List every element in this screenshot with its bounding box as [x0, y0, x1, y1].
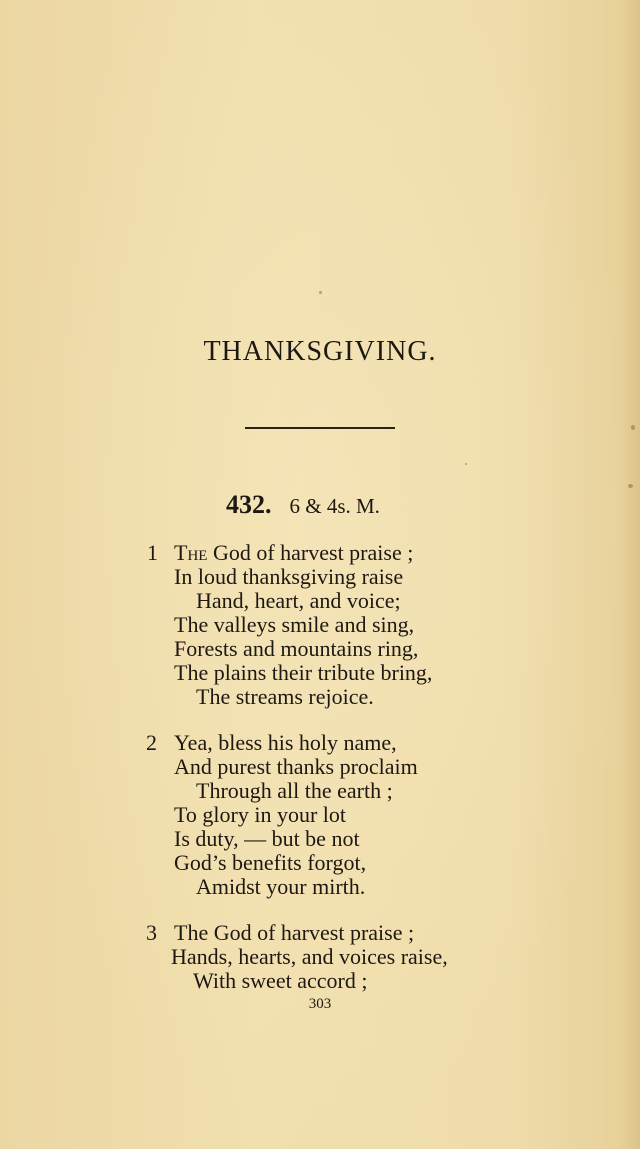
first-line-rest: God of harvest praise ;	[207, 540, 414, 565]
verse-line: Amidst your mirth.	[196, 874, 366, 899]
verse-line: Through all the earth ;	[196, 778, 393, 803]
verse-line: With sweet accord ;	[193, 968, 368, 993]
hymn-meter: 6 & 4s. M.	[289, 494, 380, 518]
verse-line: The God of harvest praise ;	[174, 920, 415, 945]
section-title: THANKSGIVING.	[203, 336, 437, 367]
paper-speck	[465, 463, 467, 465]
verse-line: Forests and mountains ring,	[174, 636, 419, 661]
verse-number: 2	[146, 730, 157, 755]
paper-speck	[631, 425, 635, 430]
title-rule	[245, 427, 395, 429]
verse-line: Hand, heart, and voice;	[196, 588, 401, 613]
page-edge-shadow	[618, 0, 640, 1149]
hymn-number-period: .	[265, 490, 272, 519]
verse-line: Yea, bless his holy name,	[174, 730, 397, 755]
verse-line: The plains their tribute bring,	[174, 660, 433, 685]
hymn-number: 432	[226, 490, 265, 519]
page-number: 303	[308, 996, 332, 1012]
verse-line: Hands, hearts, and voices raise,	[171, 944, 448, 969]
verse-number: 1	[147, 540, 158, 565]
hymn-header	[226, 490, 380, 520]
verse-line: Is duty, — but be not	[174, 826, 360, 851]
verse-line: In loud thanksgiving raise	[174, 564, 404, 589]
verse-number: 3	[146, 920, 157, 945]
verse-line: God’s benefits forgot,	[174, 850, 367, 875]
verse-line	[174, 541, 413, 565]
paper-speck	[319, 291, 322, 294]
verse-line: And purest thanks proclaim	[174, 754, 418, 779]
paper-speck	[628, 484, 633, 488]
first-word-small-caps: The	[174, 540, 208, 565]
verse-line: To glory in your lot	[174, 802, 347, 827]
verse-line: The streams rejoice.	[196, 684, 374, 709]
verse-line: The valleys smile and sing,	[174, 612, 415, 637]
